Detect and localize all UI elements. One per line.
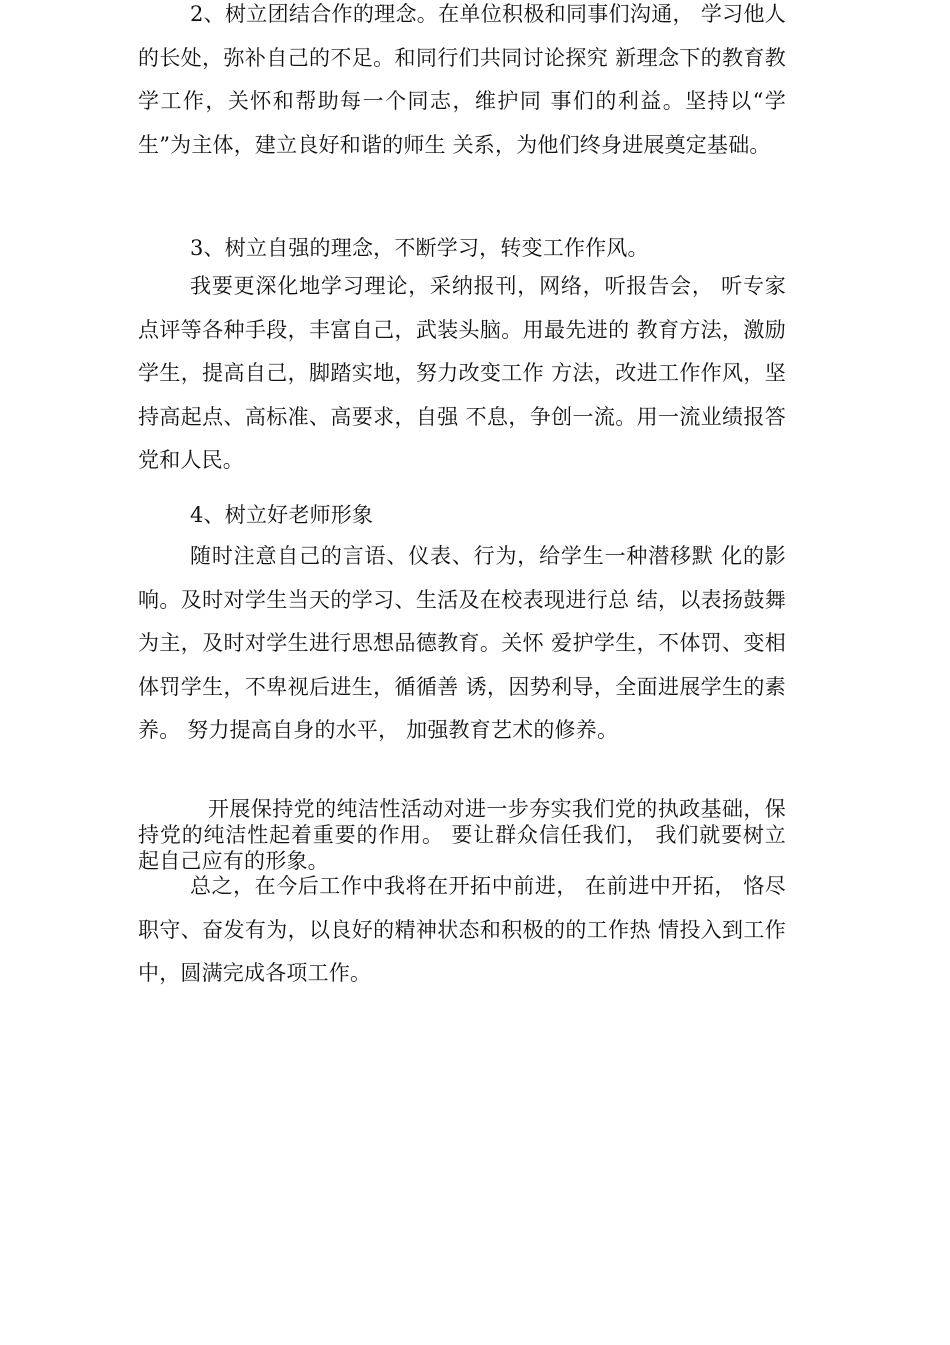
paragraph-teacher-image-text: 随时注意自己的言语、仪表、行为，给学生一种潜移默 化的影响。及时对学生当天的学习、生活及在校表现进行总 结，以表扬鼓舞为主，及时对学生进行思想品德教育。关怀 爱护学生，不体罚、变相体罚学生，不卑视后进生，循循善 诱，因势利导，全面进展学生的素养。 努力提高自身的水平， 加强教育艺术的修养。 — [138, 544, 786, 742]
heading-self-improvement-text: 3、树立自强的理念，不断学习，转变工作作风。 — [190, 236, 649, 260]
paragraph-self-improvement — [138, 265, 786, 483]
paragraph-party-purity — [138, 796, 786, 874]
paragraph-unity-text: 2、树立团结合作的理念。在单位积极和同事们沟通， 学习他人的长处，弥补自己的不足。和同行们共同讨论探究 新理念下的教育教学工作，关怀和帮助每一个同志，维护同 事们的利益。坚持以“学生”为主体，建立良好和谐的师生 关系，为他们终身进展奠定基础。 — [138, 2, 786, 157]
heading-teacher-image-text: 4、树立好老师形象 — [190, 503, 374, 527]
paragraph-conclusion — [138, 865, 786, 996]
heading-self-improvement — [190, 233, 786, 263]
paragraph-unity — [138, 0, 786, 167]
paragraph-party-purity-text: 开展保持党的纯洁性活动对进一步夯实我们党的执政基础，保持党的纯洁性起着重要的作用。 要让群众信任我们， 我们就要树立起自己应有的形象。 — [138, 797, 786, 873]
paragraph-self-improvement-text: 我要更深化地学习理论，采纳报刊，网络，听报告会， 听专家点评等各种手段，丰富自己，武装头脑。用最先进的 教育方法，激励学生，提高自己，脚踏实地，努力改变工作 方法，改进工作作风，坚持高起点、高标准、高要求，自强 不息，争创一流。用一流业绩报答党和人民。 — [138, 274, 786, 472]
heading-teacher-image — [190, 500, 786, 530]
paragraph-conclusion-text: 总之，在今后工作中我将在开拓中前进， 在前进中开拓， 恪尽职守、奋发有为，以良好的精神状态和积极的的工作热 情投入到工作中，圆满完成各项工作。 — [138, 874, 786, 985]
paragraph-teacher-image — [138, 535, 786, 753]
